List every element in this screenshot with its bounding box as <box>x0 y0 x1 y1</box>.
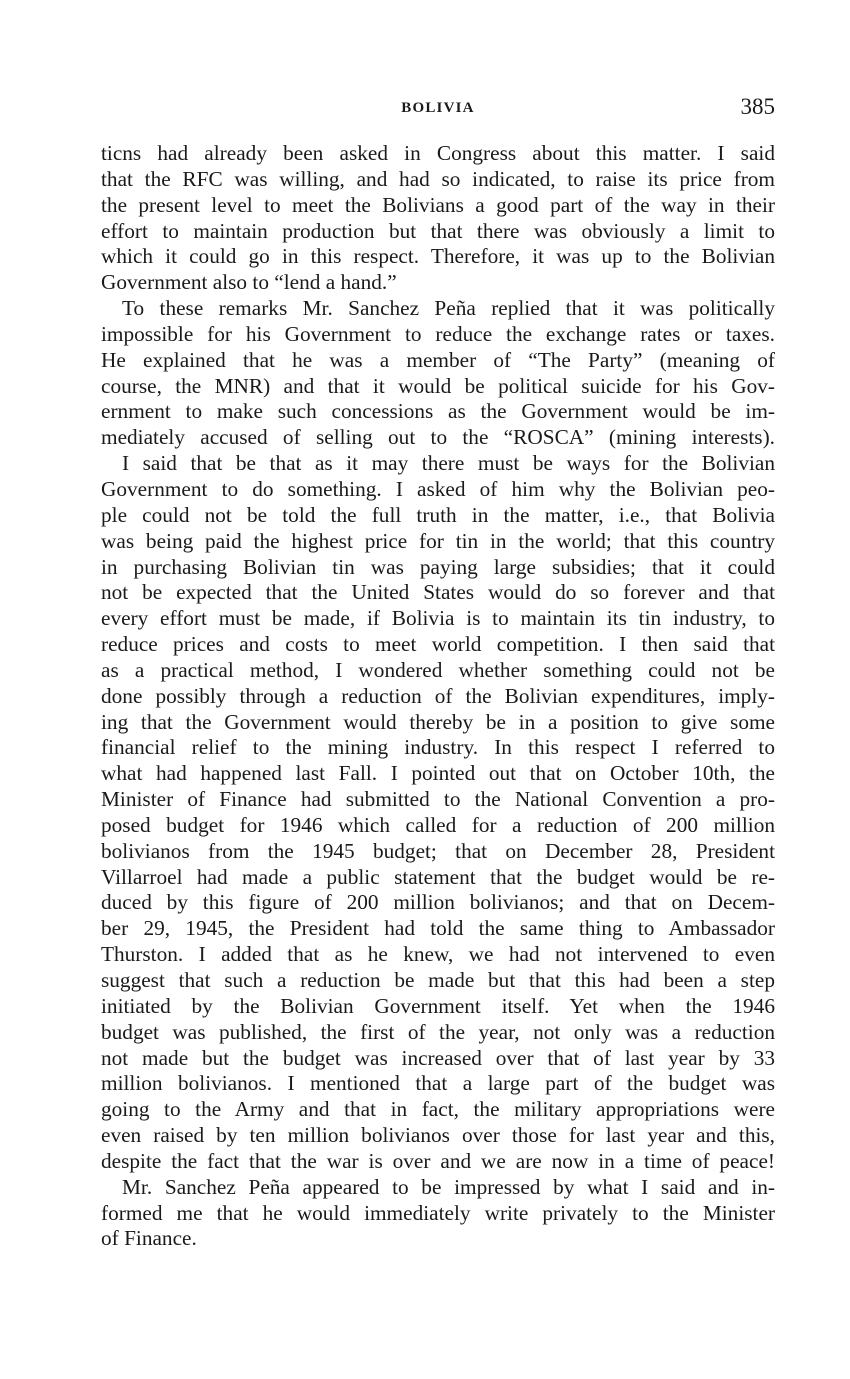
text-line: impossible for his Government to reduce the exchange rates or taxes. <box>101 321 775 346</box>
text-line: as a practical method, I wondered whether something could not be <box>101 657 775 682</box>
text-line: bolivianos from the 1945 budget; that on December 28, President <box>101 838 775 863</box>
text-line: Government also to “lend a hand.” <box>101 270 397 295</box>
text-line: in purchasing Bolivian tin was paying large subsidies; that it could <box>101 554 775 579</box>
text-line: every effort must be made, if Bolivia is to maintain its tin industry, to <box>101 606 775 631</box>
paragraph-1 <box>101 141 775 296</box>
text-line: financial relief to the mining industry. In this respect I referred to <box>101 735 775 760</box>
page-header <box>101 94 775 124</box>
paragraph-3 <box>101 451 775 1175</box>
text-line: course, the MNR) and that it would be political suicide for his Gov- <box>101 373 775 398</box>
text-line: reduce prices and costs to meet world competition. I then said that <box>101 632 775 657</box>
text-line: despite the fact that the war is over and we are now in a time of peace! <box>101 1148 775 1173</box>
text-line: going to the Army and that in fact, the military appropriations were <box>101 1097 775 1122</box>
text-line: Government to do something. I asked of him why the Bolivian peo- <box>101 476 775 501</box>
text-line: not made but the budget was increased over that of last year by 33 <box>101 1045 775 1070</box>
page-number: 385 <box>740 94 775 119</box>
text-line: formed me that he would immediately write privately to the Minister <box>101 1200 775 1225</box>
text-line: He explained that he was a member of “The Party” (meaning of <box>101 347 775 372</box>
text-line: done possibly through a reduction of the Bolivian expenditures, imply- <box>101 683 775 708</box>
text-line: effort to maintain production but that there was obviously a limit to <box>101 218 775 243</box>
text-line: million bolivianos. I mentioned that a large part of the budget was <box>101 1071 775 1096</box>
paragraph-4 <box>101 1175 775 1253</box>
text-line: Mr. Sanchez Peña appeared to be impressed by what I said and in- <box>122 1174 775 1199</box>
text-line: of Finance. <box>101 1226 197 1251</box>
text-line: ple could not be told the full truth in the matter, i.e., that Bolivia <box>101 502 775 527</box>
text-line: Thurston. I added that as he knew, we had not intervened to even <box>101 942 775 967</box>
text-line: that the RFC was willing, and had so indicated, to raise its price from <box>101 166 775 191</box>
text-line: ber 29, 1945, the President had told the same thing to Ambassador <box>101 916 775 941</box>
text-body <box>101 141 775 1252</box>
text-line: even raised by ten million bolivianos over those for last year and this, <box>101 1123 775 1148</box>
text-line: budget was published, the first of the year, not only was a reduction <box>101 1019 775 1044</box>
text-line: posed budget for 1946 which called for a reduction of 200 million <box>101 812 775 837</box>
text-line: not be expected that the United States would do so forever and that <box>101 580 775 605</box>
text-line: the present level to meet the Bolivians a good part of the way in their <box>101 192 775 217</box>
paragraph-2 <box>101 296 775 451</box>
text-line: duced by this figure of 200 million bolivianos; and that on Decem- <box>101 890 775 915</box>
running-title: BOLIVIA <box>401 100 475 116</box>
text-line: which it could go in this respect. Therefore, it was up to the Bolivian <box>101 244 775 269</box>
text-line: I said that be that as it may there must be ways for the Bolivian <box>122 451 775 476</box>
text-line: To these remarks Mr. Sanchez Peña replied that it was politically <box>122 296 775 321</box>
text-line: ernment to make such concessions as the Government would be im- <box>101 399 775 424</box>
text-line: was being paid the highest price for tin in the world; that this country <box>101 528 775 553</box>
text-line: ticns had already been asked in Congress about this matter. I said <box>101 141 775 165</box>
text-line: Villarroel had made a public statement that the budget would be re- <box>101 864 775 889</box>
text-line: what had happened last Fall. I pointed out that on October 10th, the <box>101 761 775 786</box>
text-line: mediately accused of selling out to the “ROSCA” (mining interests). <box>101 425 775 450</box>
text-line: initiated by the Bolivian Government itself. Yet when the 1946 <box>101 993 775 1018</box>
text-line: Minister of Finance had submitted to the National Convention a pro- <box>101 787 775 812</box>
text-line: suggest that such a reduction be made but that this had been a step <box>101 968 775 992</box>
text-line: ing that the Government would thereby be in a position to give some <box>101 709 775 734</box>
